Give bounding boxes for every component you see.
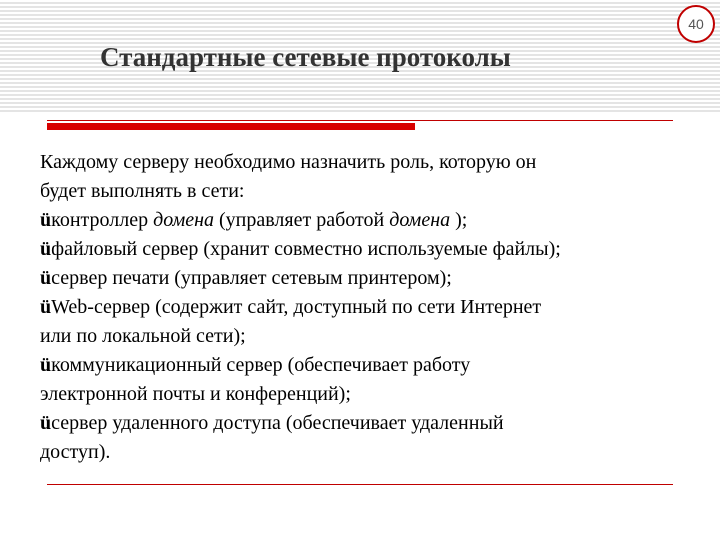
bullet-continuation: электронной почты и конференций); [40,383,351,405]
bullet-continuation: или по локальной сети); [40,325,246,347]
bullet-text: домена [153,209,215,231]
bullet-text: контроллер [51,209,154,231]
slide-title: Стандартные сетевые протоколы [100,42,511,72]
bullet-text: домена [389,209,451,231]
bullet-text: ); [450,209,468,231]
checkmark-icon: ü [40,267,52,289]
accent-bar [47,123,415,130]
bullet-item [40,235,690,264]
bullet-continuation: доступ). [40,441,111,463]
slide-body [40,148,690,467]
bullet-item [40,206,690,235]
checkmark-icon: ü [40,412,52,434]
checkmark-icon: ü [40,296,52,318]
bullet-text: сервер удаленного доступа (обеспечивает удаленный [51,412,504,434]
checkmark-icon: ü [40,354,52,376]
intro-line-1: Каждому серверу необходимо назначить роль, которую он [40,151,537,173]
bullet-item [40,351,690,380]
bullet-item [40,293,690,322]
bullet-text: Web-сервер (содержит сайт, доступный по сети Интернет [51,296,542,318]
title-underline [47,120,673,121]
bullet-text: (управляет работой [214,209,390,231]
slide-number-badge: 40 [677,5,715,43]
bullet-item [40,409,690,438]
bullet-text: файловый сервер (хранит совместно используемые файлы); [51,238,561,260]
bullet-text: сервер печати (управляет сетевым принтером); [51,267,452,289]
checkmark-icon: ü [40,238,52,260]
checkmark-icon: ü [40,209,52,231]
bullet-item [40,264,690,293]
bullet-text: коммуникационный сервер (обеспечивает работу [51,354,471,376]
footer-line [47,484,673,485]
intro-line-2: будет выполнять в сети: [40,180,245,202]
bullet-list [40,206,690,467]
